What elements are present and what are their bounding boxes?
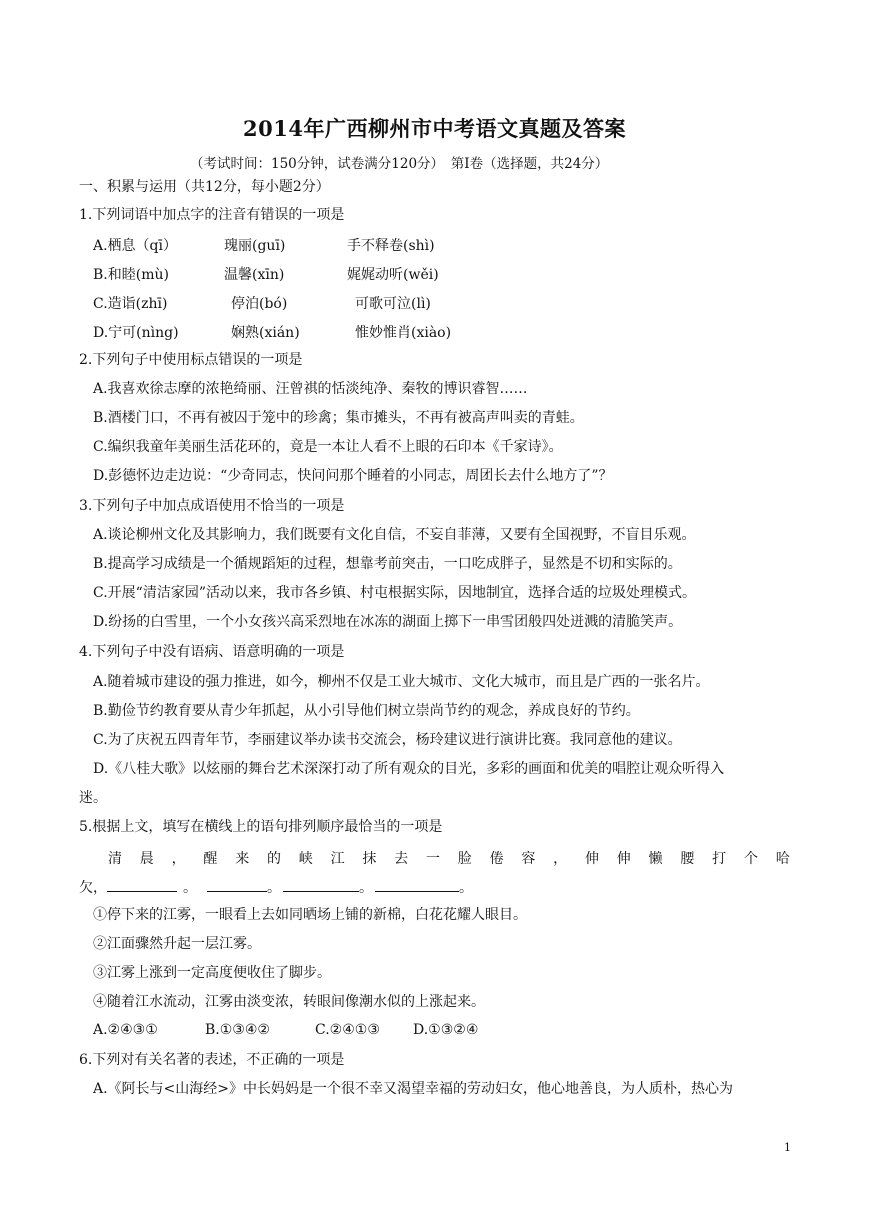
q5-passage-char: ， bbox=[171, 851, 186, 867]
q1-c-item3: 可歌可泣(lì) bbox=[355, 296, 431, 312]
q5-passage-line-2 bbox=[79, 877, 473, 897]
q5-passage-char: 江 bbox=[330, 851, 345, 867]
q1-c-item1: C.造诣(zhī) bbox=[93, 296, 168, 312]
q5-passage-char: 倦 bbox=[489, 851, 504, 867]
q1-b-item1: B.和睦(mù) bbox=[93, 267, 169, 283]
q5-choice-a: A.②④③① bbox=[93, 1022, 158, 1038]
q5-choice-d: D.①③②④ bbox=[413, 1022, 479, 1038]
q2-option-c: C.编织我童年美丽生活花环的，竟是一本让人看不上眼的石印本《千家诗》。 bbox=[93, 439, 563, 455]
q2-option-a: A.我喜欢徐志摩的浓艳绮丽、汪曾祺的恬淡纯净、秦牧的博识睿智…… bbox=[93, 381, 528, 397]
q3-option-b: B.提高学习成绩是一个循规蹈矩的过程，想靠考前突击，一口吃成胖子，显然是不切和实际的。 bbox=[93, 556, 682, 572]
q5-sep-4: 。 bbox=[459, 880, 473, 896]
q5-passage-char: 抹 bbox=[362, 851, 377, 867]
q5-blank-2 bbox=[207, 877, 267, 892]
question-6-stem: 6.下列对有关名著的表述，不正确的一项是 bbox=[79, 1052, 345, 1068]
q3-option-d: D.纷扬的白雪里，一个小女孩兴高采烈地在冰冻的湖面上掷下一串雪团般四处迸溅的清脆笑声。 bbox=[93, 614, 683, 630]
q5-choice-b: B.①③④② bbox=[205, 1022, 270, 1038]
question-1-stem: 1.下列词语中加点字的注音有错误的一项是 bbox=[79, 207, 345, 223]
q5-sep-1: 。 bbox=[183, 880, 197, 896]
q5-item-4: ④随着江水流动，江雾由淡变浓，转眼间像潮水似的上涨起来。 bbox=[93, 994, 485, 1010]
q5-item-3: ③江雾上涨到一定高度便收住了脚步。 bbox=[93, 965, 331, 981]
q5-choice-c: C.②④①③ bbox=[315, 1022, 380, 1038]
q5-passage-char: 来 bbox=[235, 851, 250, 867]
q5-passage-char: 懒 bbox=[648, 851, 663, 867]
q5-item-1: ①停下来的江雾，一眼看上去如同晒场上铺的新棉，白花花耀人眼目。 bbox=[93, 907, 527, 923]
q6-option-a: A.《阿长与<山海经>》中长妈妈是一个很不幸又渴望幸福的劳动妇女，他心地善良，为人质朴，热心为 bbox=[93, 1081, 734, 1097]
question-2-stem: 2.下列句子中使用标点错误的一项是 bbox=[79, 352, 303, 368]
q5-passage-char: 一 bbox=[425, 851, 440, 867]
q1-a-item3: 手不释卷(shì) bbox=[347, 238, 435, 254]
q1-a-item2: 瑰丽(guī) bbox=[224, 238, 286, 254]
q3-option-c: C.开展“清洁家园”活动以来，我市各乡镇、村屯根据实际，因地制宜，选择合适的垃圾处理模式。 bbox=[93, 585, 696, 601]
q1-b-item2: 温馨(xīn) bbox=[224, 267, 285, 283]
q5-passage-char: 腰 bbox=[680, 851, 695, 867]
q5-passage-char: 晨 bbox=[139, 851, 154, 867]
q5-passage-char: 打 bbox=[712, 851, 727, 867]
question-4-stem: 4.下列句子中没有语病、语意明确的一项是 bbox=[79, 644, 345, 660]
q5-item-2: ②江面骤然升起一层江雾。 bbox=[93, 936, 261, 952]
question-5-stem: 5.根据上文，填写在横线上的语句排列顺序最恰当的一项是 bbox=[79, 819, 443, 835]
exam-info: （考试时间：150分钟，试卷满分120分） 第Ⅰ卷（选择题，共24分） bbox=[190, 156, 609, 172]
page-number: 1 bbox=[784, 1141, 791, 1154]
section-heading: 一、积累与运用（共12分，每小题2分） bbox=[79, 179, 330, 195]
q1-b-item3: 娓娓动听(wěi) bbox=[347, 267, 439, 283]
q5-blank-4 bbox=[375, 877, 459, 892]
q5-sep-2: 。 bbox=[267, 880, 281, 896]
question-3-stem: 3.下列句子中加点成语使用不恰当的一项是 bbox=[79, 498, 345, 514]
q5-blank-1 bbox=[107, 877, 177, 892]
q5-passage-char: ， bbox=[553, 851, 568, 867]
q5-passage-char: 脸 bbox=[457, 851, 472, 867]
q5-passage-continued: 欠， bbox=[79, 880, 107, 896]
q5-passage-char: 峡 bbox=[298, 851, 313, 867]
q4-option-d: D.《八桂大歌》以炫丽的舞台艺术深深打动了所有观众的目光，多彩的画面和优美的唱腔让观众听得入 bbox=[93, 761, 725, 777]
q5-passage-line-1 bbox=[79, 848, 790, 868]
q4-option-d-continued: 迷。 bbox=[79, 790, 107, 806]
q3-option-a: A.谈论柳州文化及其影响力，我们既要有文化自信，不妄自菲薄，又要有全国视野，不盲目乐观。 bbox=[93, 527, 696, 543]
q2-option-d: D.彭德怀边走边说：“少奇同志，快问问那个睡着的小同志，周团长去什么地方了”？ bbox=[93, 468, 613, 484]
q5-passage-char: 醒 bbox=[203, 851, 218, 867]
q1-d-item3: 惟妙惟肖(xiào) bbox=[355, 325, 452, 341]
q4-option-c: C.为了庆祝五四青年节，李丽建议举办读书交流会，杨玲建议进行演讲比赛。我同意他的建议。 bbox=[93, 732, 682, 748]
q5-passage-char: 伸 bbox=[616, 851, 631, 867]
q1-c-item2: 停泊(bó) bbox=[231, 296, 288, 312]
q5-passage-char: 的 bbox=[266, 851, 281, 867]
q5-passage-char: 容 bbox=[521, 851, 536, 867]
q5-passage-char: 去 bbox=[394, 851, 409, 867]
q5-passage-char: 清 bbox=[108, 851, 122, 867]
q5-passage-char: 个 bbox=[743, 851, 758, 867]
q1-d-item1: D.宁可(nìng) bbox=[93, 325, 179, 341]
q5-passage-char: 伸 bbox=[584, 851, 599, 867]
q2-option-b: B.酒楼门口，不再有被囚于笼中的珍禽；集市摊头，不再有被高声叫卖的青蛙。 bbox=[93, 410, 584, 426]
q5-blank-3 bbox=[283, 877, 359, 892]
page-title: 2014年广西柳州市中考语文真题及答案 bbox=[243, 116, 626, 141]
q5-passage-char: 哈 bbox=[775, 851, 790, 867]
q4-option-a: A.随着城市建设的强力推进，如今，柳州不仅是工业大城市、文化大城市，而且是广西的一张名片。 bbox=[93, 674, 710, 690]
q5-sep-3: 。 bbox=[359, 880, 373, 896]
q1-d-item2: 娴熟(xián) bbox=[231, 325, 300, 341]
q4-option-b: B.勤俭节约教育要从青少年抓起，从小引导他们树立崇尚节约的观念，养成良好的节约。 bbox=[93, 703, 640, 719]
q1-a-item1: A.栖息（qī） bbox=[93, 238, 177, 254]
